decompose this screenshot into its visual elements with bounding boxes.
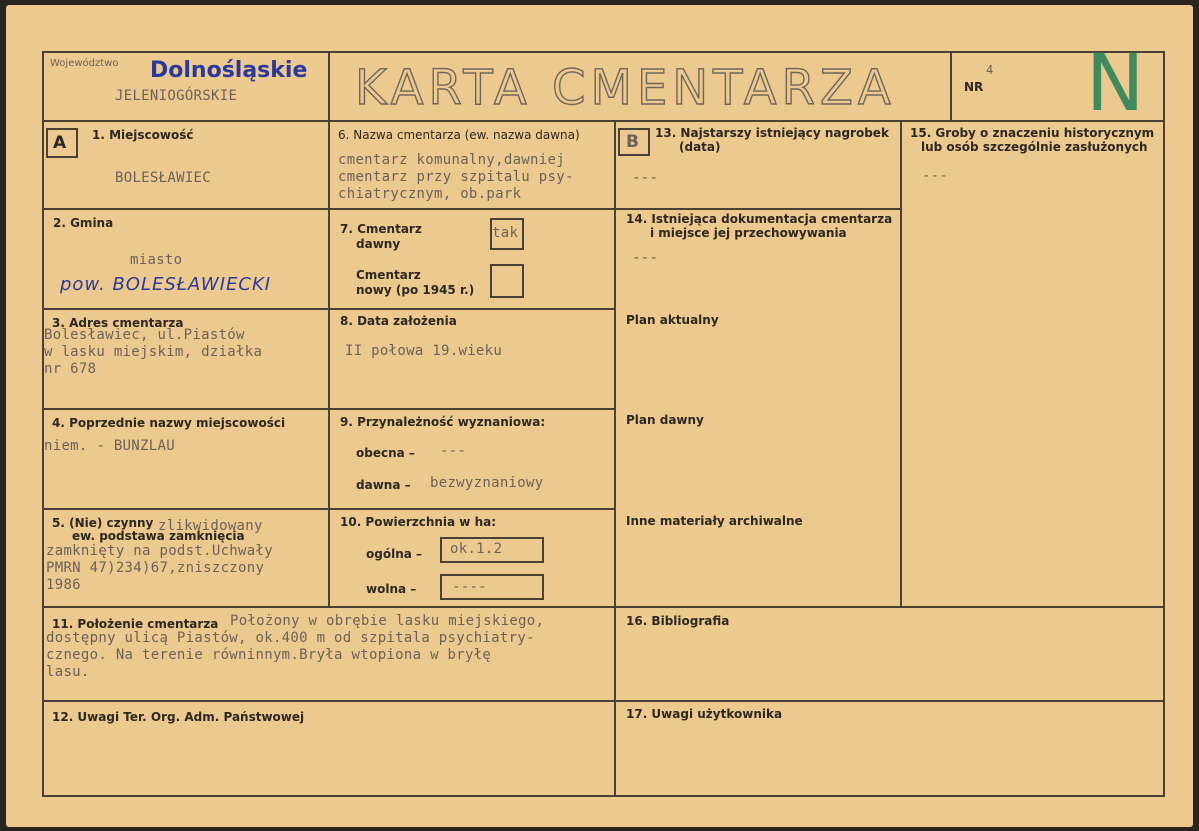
ogolna-value: ok.1.2 bbox=[450, 541, 503, 557]
nieczynny-typed: zlikwidowany bbox=[158, 518, 263, 534]
nieczynny-line: zamknięty na podst.Uchwały bbox=[46, 543, 273, 559]
cmentarz-nowy-label: Cmentarz bbox=[356, 268, 421, 282]
divider bbox=[328, 51, 330, 606]
groby-label: 15. Groby o znaczeniu historycznym bbox=[910, 126, 1155, 140]
divider bbox=[900, 120, 902, 606]
powierzchnia-label: 10. Powierzchnia w ha: bbox=[340, 515, 497, 529]
miejscowosc-value: BOLESŁAWIEC bbox=[115, 170, 212, 186]
nieczynny-line: PMRN 47)234)67,zniszczony bbox=[46, 560, 265, 576]
divider bbox=[614, 208, 902, 210]
polozenie-line: Położony w obrębie lasku miejskiego, bbox=[230, 613, 545, 629]
dokumentacja-value: --- bbox=[632, 250, 659, 266]
divider bbox=[614, 120, 616, 797]
nagrobek-sublabel: (data) bbox=[679, 140, 721, 154]
powiat-handwritten: pow. BOLESŁAWIECKI bbox=[60, 274, 272, 295]
plan-dawny-label: Plan dawny bbox=[626, 413, 704, 427]
zamkniecie-label: ew. podstawa zamknięcia bbox=[72, 529, 245, 543]
adres-label: 3. Adres cmentarza bbox=[52, 316, 184, 330]
cmentarz-nowy-sublabel: nowy (po 1945 r.) bbox=[356, 283, 475, 297]
dawna-value: bezwyznaniowy bbox=[430, 475, 544, 491]
cmentarz-dawny-sublabel: dawny bbox=[356, 237, 401, 251]
polozenie-label: 11. Położenie cmentarza bbox=[52, 617, 219, 631]
card-title: KARTA CMENTARZA bbox=[355, 60, 896, 116]
nagrobek-value: --- bbox=[632, 170, 659, 186]
polozenie-line: lasu. bbox=[46, 664, 90, 680]
bibliografia-label: 16. Bibliografia bbox=[626, 614, 730, 628]
plan-aktualny-label: Plan aktualny bbox=[626, 313, 719, 327]
wolna-label: wolna – bbox=[366, 582, 417, 596]
data-zalozenia-label: 8. Data założenia bbox=[340, 314, 457, 328]
nazwa-line: cmentarz komunalny,dawniej bbox=[338, 152, 565, 168]
dokumentacja-label: 14. Istniejąca dokumentacja cmentarza bbox=[626, 212, 893, 226]
nieczynny-label: 5. (Nie) czynny bbox=[52, 516, 154, 530]
category-marker: N bbox=[1086, 39, 1145, 129]
ogolna-label: ogólna – bbox=[366, 547, 423, 561]
gmina-value: miasto bbox=[130, 252, 183, 268]
data-zalozenia-value: II połowa 19.wieku bbox=[345, 343, 503, 359]
nazwa-line: cmentarz przy szpitalu psy- bbox=[338, 169, 574, 185]
section-b-letter: B bbox=[626, 132, 639, 152]
polozenie-line: cznego. Na terenie równinnym.Bryła wtopiona w bryłę bbox=[46, 647, 492, 663]
miejscowosc-label: 1. Miejscowość bbox=[92, 128, 194, 142]
adres-line: w lasku miejskim, działka bbox=[44, 344, 263, 360]
adres-line: nr 678 bbox=[44, 361, 97, 377]
dokumentacja-sublabel: i miejsce jej przechowywania bbox=[650, 226, 847, 240]
dawna-label: dawna – bbox=[356, 478, 411, 492]
cmentarz-nowy-checkbox bbox=[490, 264, 524, 298]
uwagi-ter-label: 12. Uwagi Ter. Org. Adm. Państwowej bbox=[52, 710, 305, 724]
poprzednie-value: niem. - BUNZLAU bbox=[44, 438, 175, 454]
divider bbox=[42, 700, 1165, 702]
cmentarz-dawny-label: 7. Cmentarz bbox=[340, 222, 422, 236]
gmina-label: 2. Gmina bbox=[53, 216, 114, 230]
divider bbox=[42, 120, 1165, 122]
nazwa-label: 6. Nazwa cmentarza (ew. nazwa dawna) bbox=[338, 128, 580, 142]
wojewodztwo-label: Województwo bbox=[50, 58, 119, 69]
cmentarz-dawny-value: tak bbox=[492, 225, 519, 241]
wolna-value: ---- bbox=[452, 579, 487, 595]
obecna-label: obecna – bbox=[356, 446, 415, 460]
divider bbox=[42, 606, 1165, 608]
divider bbox=[950, 51, 952, 120]
nr-label: NR bbox=[964, 80, 984, 94]
groby-sublabel: lub osób szczególnie zasłużonych bbox=[921, 140, 1148, 154]
polozenie-line: dostępny ulicą Piastów, ok.400 m od szpitala psychiatry- bbox=[46, 630, 535, 646]
groby-value: --- bbox=[922, 168, 949, 184]
obecna-value: --- bbox=[440, 443, 467, 459]
nieczynny-line: 1986 bbox=[46, 577, 81, 593]
uwagi-uzytkownika-label: 17. Uwagi użytkownika bbox=[626, 707, 783, 721]
nagrobek-label: 13. Najstarszy istniejący nagrobek bbox=[655, 126, 889, 140]
nr-value: 4 bbox=[986, 63, 994, 77]
wojewodztwo-typed: JELENIOGÓRSKIE bbox=[115, 88, 238, 104]
nazwa-line: chiatrycznym, ob.park bbox=[338, 186, 522, 202]
adres-line: Bolesławiec, ul.Piastów bbox=[44, 327, 245, 343]
section-a-letter: A bbox=[53, 133, 67, 153]
poprzednie-label: 4. Poprzednie nazwy miejscowości bbox=[52, 416, 286, 430]
wojewodztwo-stamp: Dolnośląskie bbox=[150, 58, 308, 83]
inne-materialy-label: Inne materiały archiwalne bbox=[626, 514, 803, 528]
przynaleznosc-label: 9. Przynależność wyznaniowa: bbox=[340, 415, 546, 429]
